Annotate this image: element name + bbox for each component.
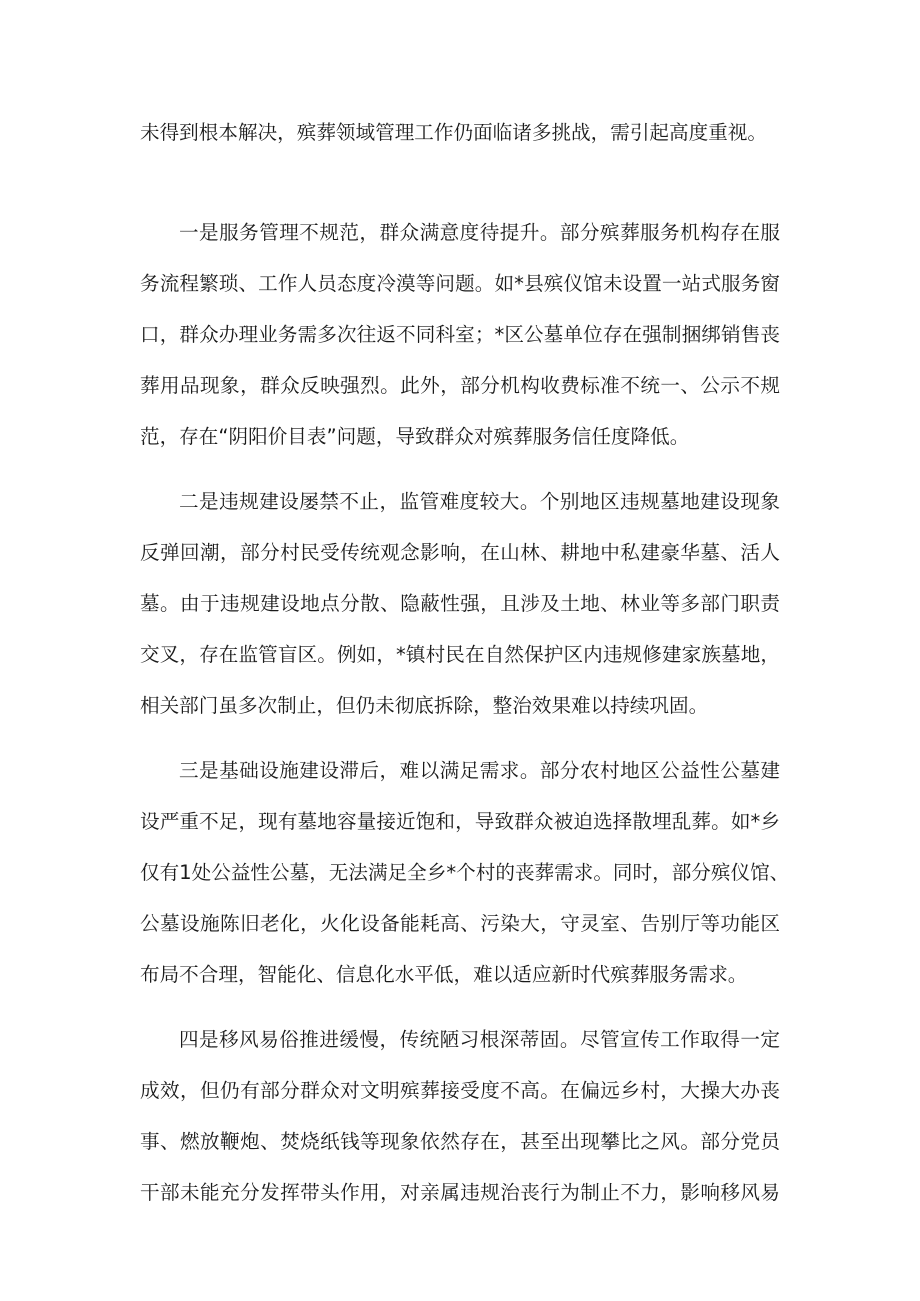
- text-line: 反弹回潮，部分村民受传统观念影响，在山林、耕地中私建豪华墓、活人: [140, 541, 780, 564]
- text-line: 葬用品现象，群众反映强烈。此外，部分机构收费标准不统一、公示不规: [140, 374, 780, 397]
- text-line: 范，存在“阴阳价目表”问题，导致群众对殡葬服务信任度降低。: [140, 425, 690, 448]
- text-line: 口，群众办理业务需多次往返不同科室；*区公墓单位存在强制捆绑销售丧: [140, 323, 780, 346]
- text-line: 务流程繁琐、工作人员态度冷漠等问题。如*县殡仪馆未设置一站式服务窗: [140, 272, 780, 295]
- text-line: 一是服务管理不规范，群众满意度待提升。部分殡葬服务机构存在服: [179, 221, 780, 244]
- text-line: 墓。由于违规建设地点分散、隐蔽性强，且涉及土地、林业等多部门职责: [140, 592, 780, 615]
- text-line: 设严重不足，现有墓地容量接近饱和，导致群众被迫选择散埋乱葬。如*乡: [140, 810, 780, 833]
- text-line: 仅有1处公益性公墓，无法满足全乡*个村的丧葬需求。同时，部分殡仪馆、: [140, 861, 790, 884]
- text-line: 未得到根本解决，殡葬领域管理工作仍面临诸多挑战，需引起高度重视。: [140, 121, 767, 144]
- text-line: 四是移风易俗推进缓慢，传统陋习根深蒂固。尽管宣传工作取得一定: [179, 1028, 780, 1051]
- text-line: 交叉，存在监管盲区。例如，*镇村民在自然保护区内违规修建家族墓地，: [140, 643, 780, 666]
- text-line: 事、燃放鞭炮、焚烧纸钱等现象依然存在，甚至出现攀比之风。部分党员: [140, 1130, 780, 1153]
- text-line: 三是基础设施建设滞后，难以满足需求。部分农村地区公益性公墓建: [179, 759, 780, 782]
- text-line: 二是违规建设屡禁不止，监管难度较大。个别地区违规墓地建设现象: [179, 490, 780, 513]
- text-line: 干部未能充分发挥带头作用，对亲属违规治丧行为制止不力，影响移风易: [140, 1181, 780, 1204]
- text-line: 公墓设施陈旧老化，火化设备能耗高、污染大，守灵室、告别厅等功能区: [140, 912, 780, 935]
- text-line: 成效，但仍有部分群众对文明殡葬接受度不高。在偏远乡村，大操大办丧: [140, 1079, 780, 1102]
- text-line: 相关部门虽多次制止，但仍未彻底拆除，整治效果难以持续巩固。: [140, 694, 709, 717]
- text-line: 布局不合理，智能化、信息化水平低，难以适应新时代殡葬服务需求。: [140, 963, 748, 986]
